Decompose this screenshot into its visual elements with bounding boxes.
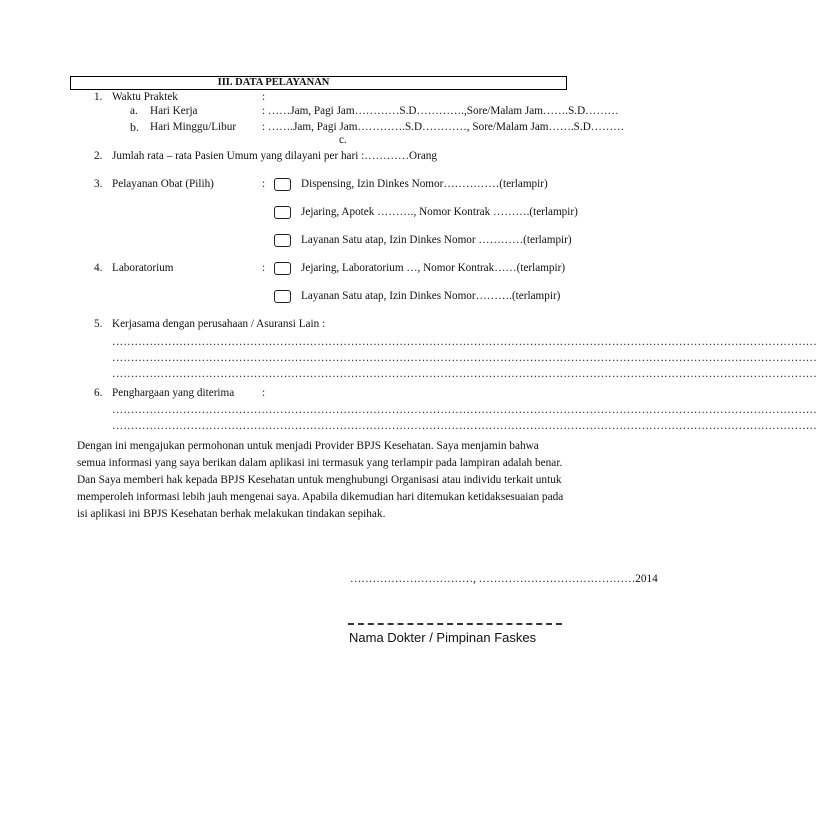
jejaring-lab-checkbox[interactable] (274, 262, 291, 275)
item1b-label: Hari Minggu/Libur (150, 121, 237, 133)
item1a-letter: a. (130, 105, 138, 117)
signature-label: Nama Dokter / Pimpinan Faskes (349, 630, 537, 645)
jejaring-apotek-option-label: Jejaring, Apotek ………., Nomor Kontrak ……….(terlampir) (301, 206, 578, 218)
statement-paragraph: Dengan ini mengajukan permohonan untuk menjadi Provider BPJS Kesehatan. Saya menjamin bahwa semua informasi yang saya berikan dalam aplikasi ini termasuk yang terlampir pada lampiran adalah benar. Dan Saya memberi hak kepada BPJS Kesehatan untuk menghubungi Organisasi atau individu terkait untuk memperoleh informasi lebih jauh mengenai saya. Apabila dikemudian hari ditemukan ketidaksesuaian pada isi aplikasi ini BPJS Kesehatan berhak melakukan tindakan sepihak. (77, 440, 564, 520)
item5-number: 5. (94, 318, 103, 330)
item6-colon: : (262, 387, 266, 399)
item1b-value[interactable]: : …….Jam, Pagi Jam………….S.D…………, Sore/Malam Jam…….S.D……… (262, 121, 625, 133)
item2-number: 2. (94, 150, 103, 162)
layanan-satu-atap-obat-option-label: Layanan Satu atap, Izin Dinkes Nomor …………(terlampir) (301, 234, 572, 246)
dispensing-option-label: Dispensing, Izin Dinkes Nomor……………(terlampir) (301, 178, 548, 190)
item4-label: Laboratorium (112, 262, 174, 274)
item3-label: Pelayanan Obat (Pilih) (112, 178, 214, 190)
date-line[interactable]: ……………………………, ……………………………………2014 (350, 573, 658, 585)
item1c-letter: c. (339, 134, 347, 146)
item6-label: Penghargaan yang diterima (112, 387, 235, 399)
item5-fill-line[interactable]: ……………………………………………………………………………………………………………………………………………………………………… (112, 368, 817, 380)
jejaring-lab-option-label: Jejaring, Laboratorium …, Nomor Kontrak……(terlampir) (301, 262, 566, 274)
item1-label: Waktu Praktek (112, 91, 178, 103)
item2-text[interactable]: Jumlah rata – rata Pasien Umum yang dilayani per hari :…………Orang (112, 150, 437, 162)
item5-fill-line[interactable]: ……………………………………………………………………………………………………………………………………………………………………… (112, 352, 817, 364)
item5-fill-line[interactable]: ……………………………………………………………………………………………………………………………………………………………………… (112, 336, 817, 348)
jejaring-apotek-checkbox[interactable] (274, 206, 291, 219)
layanan-satu-atap-obat-checkbox[interactable] (274, 234, 291, 247)
item1b-letter: b. (130, 120, 139, 134)
item1a-label: Hari Kerja (150, 105, 198, 117)
layanan-satu-atap-lab-checkbox[interactable] (274, 290, 291, 303)
item4-colon: : (262, 262, 266, 274)
item1-number: 1. (94, 91, 103, 103)
section-title: III. DATA PELAYANAN (217, 77, 330, 88)
item3-colon: : (262, 178, 266, 190)
item1-colon: : (262, 91, 266, 103)
item6-number: 6. (94, 387, 103, 399)
item4-number: 4. (94, 262, 103, 274)
item3-number: 3. (94, 178, 103, 190)
signature-line[interactable] (348, 623, 562, 625)
dispensing-checkbox[interactable] (274, 178, 291, 191)
item6-fill-line[interactable]: ……………………………………………………………………………………………………………………………………………………………………… (112, 404, 817, 416)
section-header (70, 76, 567, 90)
item6-fill-line[interactable]: ……………………………………………………………………………………………………………………………………………………………………… (112, 420, 817, 432)
layanan-satu-atap-lab-option-label: Layanan Satu atap, Izin Dinkes Nomor……….(terlampir) (301, 290, 561, 302)
item1a-value[interactable]: : ……Jam, Pagi Jam…………S.D………….,Sore/Malam Jam…….S.D……… (262, 105, 619, 117)
item5-label: Kerjasama dengan perusahaan / Asuransi Lain : (112, 318, 326, 330)
